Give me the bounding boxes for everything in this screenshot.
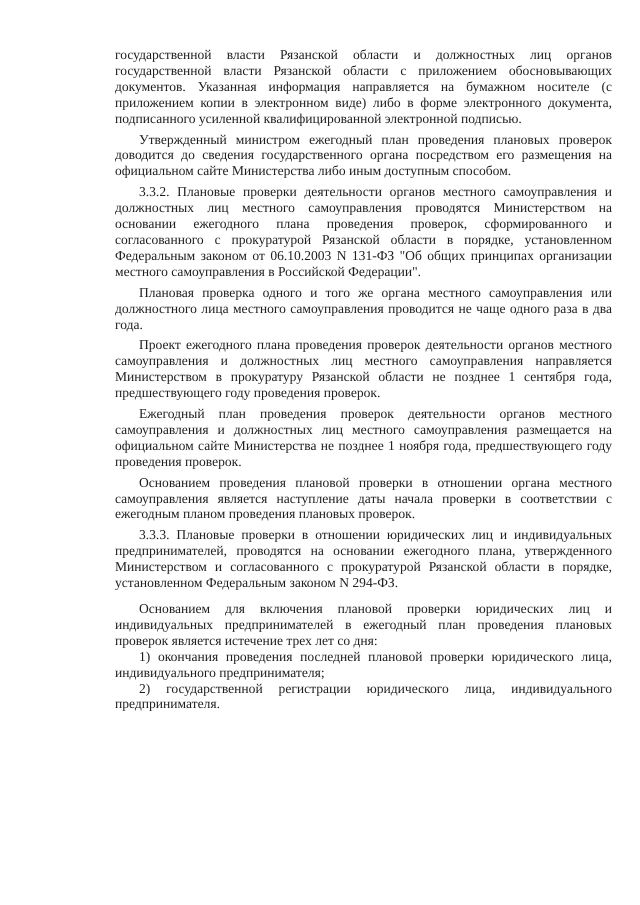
paragraph-3-3-2: 3.3.2. Плановые проверки деятельности органов местного самоуправления и должностных лиц местного самоуправления проводятся Министерством на основании ежегодного плана проведения проверок, сформированного и согласованного с прокуратурой Рязанской области в порядке, установленном Федеральным законом от 06.10.2003 N 131-ФЗ "Об общих принципах организации местного самоуправления в Российской Федерации". xyxy=(115,184,612,279)
paragraph-inspection-basis: Основанием проведения плановой проверки в отношении органа местного самоуправления является наступление даты начала проверки в соответствии с ежегодным планом проведения плановых проверок. xyxy=(115,474,612,522)
list-item-1: 1) окончания проведения последней плановой проверки юридического лица, индивидуального предпринимателя; xyxy=(115,648,612,680)
paragraph-3-3-3: 3.3.3. Плановые проверки в отношении юридических лиц и индивидуальных предпринимателей, проводятся на основании ежегодного плана, утвержденного Министерством и согласованного с прокуратурой Рязанской области в порядке, установленном Федеральным законом N 294-ФЗ. xyxy=(115,527,612,591)
paragraph-inspection-frequency: Плановая проверка одного и того же органа местного самоуправления или должностного лица местного самоуправления проводится не чаще одного раза в два года. xyxy=(115,284,612,332)
document-body xyxy=(115,47,612,712)
paragraph-plan-posting: Ежегодный план проведения проверок деятельности органов местного самоуправления и должностных лиц местного самоуправления размещается на официальном сайте Министерства не позднее 1 ноября года, предшествующего году проведения проверок. xyxy=(115,406,612,469)
list-item-2: 2) государственной регистрации юридического лица, индивидуального предпринимателя. xyxy=(115,680,612,712)
paragraph-inclusion-basis: Основанием для включения плановой проверки юридических лиц и индивидуальных предпринимателей в ежегодный план проведения плановых проверок является истечение трех лет со дня: xyxy=(115,601,612,648)
paragraph-info-submission: государственной власти Рязанской области и должностных лиц органов государственной власти Рязанской области с приложением обосновывающих документов. Указанная информация направляется на бумажном носителе (с приложением копии в электронном виде) либо в форме электронного документа, подписанного усиленной квалифицированной электронной подписью. xyxy=(115,47,612,126)
paragraph-draft-plan: Проект ежегодного плана проведения проверок деятельности органов местного самоуправления и должностных лиц местного самоуправления направляется Министерством в прокуратуру Рязанской области не позднее 1 сентября года, предшествующего году проведения проверок. xyxy=(115,337,612,401)
paragraph-plan-publication: Утвержденный министром ежегодный план проведения плановых проверок доводится до сведения государственного органа посредством его размещения на официальном сайте Министерства либо иным доступным способом. xyxy=(115,131,612,179)
